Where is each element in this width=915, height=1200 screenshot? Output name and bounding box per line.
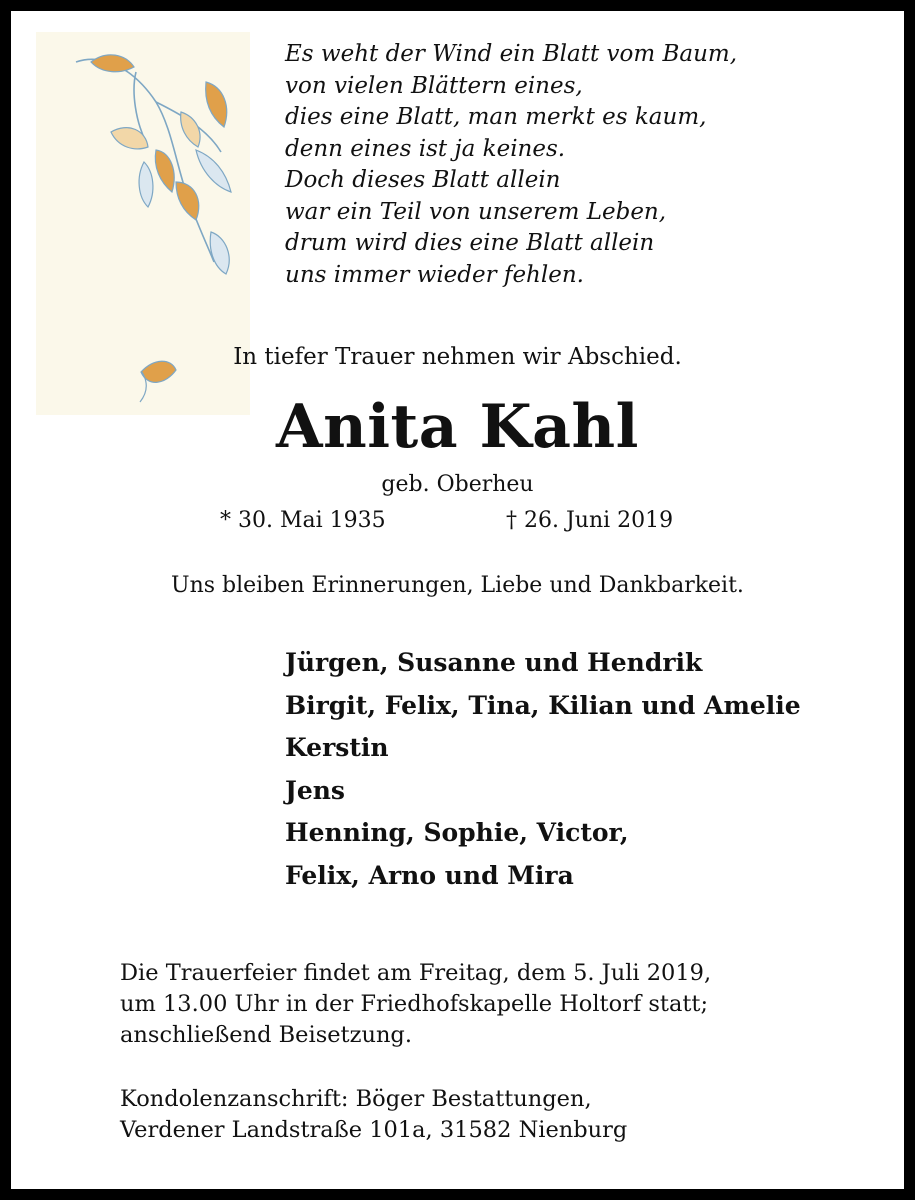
service-line: anschließend Beisetzung. [120,1022,412,1048]
remembrance-line: Uns bleiben Erinnerungen, Liebe und Dankbarkeit. [171,573,744,598]
service-line: um 13.00 Uhr in der Friedhofskapelle Holtorf statt; [120,991,709,1017]
maiden-name: geb. Oberheu [381,472,534,497]
farewell-intro: In tiefer Trauer nehmen wir Abschied. [233,344,682,370]
poem-line: Es weht der Wind ein Blatt vom Baum, [285,41,738,67]
mourners-line: Jürgen, Susanne und Hendrik [285,648,703,677]
mourners-line: Jens [285,775,345,805]
condolence-line: Kondolenzanschrift: Böger Bestattungen, [120,1086,592,1112]
mourners-line: Birgit, Felix, Tina, Kilian und Amelie [285,690,801,720]
funeral-service-info [120,958,711,1051]
service-line: Die Trauerfeier findet am Freitag, dem 5. Juli 2019, [120,960,712,986]
poem-line: drum wird dies eine Blatt allein [285,230,655,256]
poem-line: uns immer wieder fehlen. [285,261,584,288]
deceased-name: Anita Kahl [276,392,639,462]
poem-line: denn eines ist ja keines. [285,135,566,162]
poem [285,39,737,291]
mourners-line: Felix, Arno und Mira [285,860,574,890]
condolence-line: Verdener Landstraße 101a, 31582 Nienburg [120,1117,628,1143]
poem-line: Doch dieses Blatt allein [285,167,561,193]
mourners-list [285,642,801,898]
condolence-address [120,1084,627,1146]
mourners-line: Kerstin [285,733,389,763]
birth-date: * 30. Mai 1935 [220,508,386,533]
death-date: † 26. Juni 2019 [506,508,674,533]
poem-line: dies eine Blatt, man merkt es kaum, [285,104,707,130]
poem-line: war ein Teil von unserem Leben, [285,198,667,225]
mourners-line: Henning, Sophie, Victor, [285,818,629,848]
poem-line: von vielen Blättern eines, [285,72,583,99]
